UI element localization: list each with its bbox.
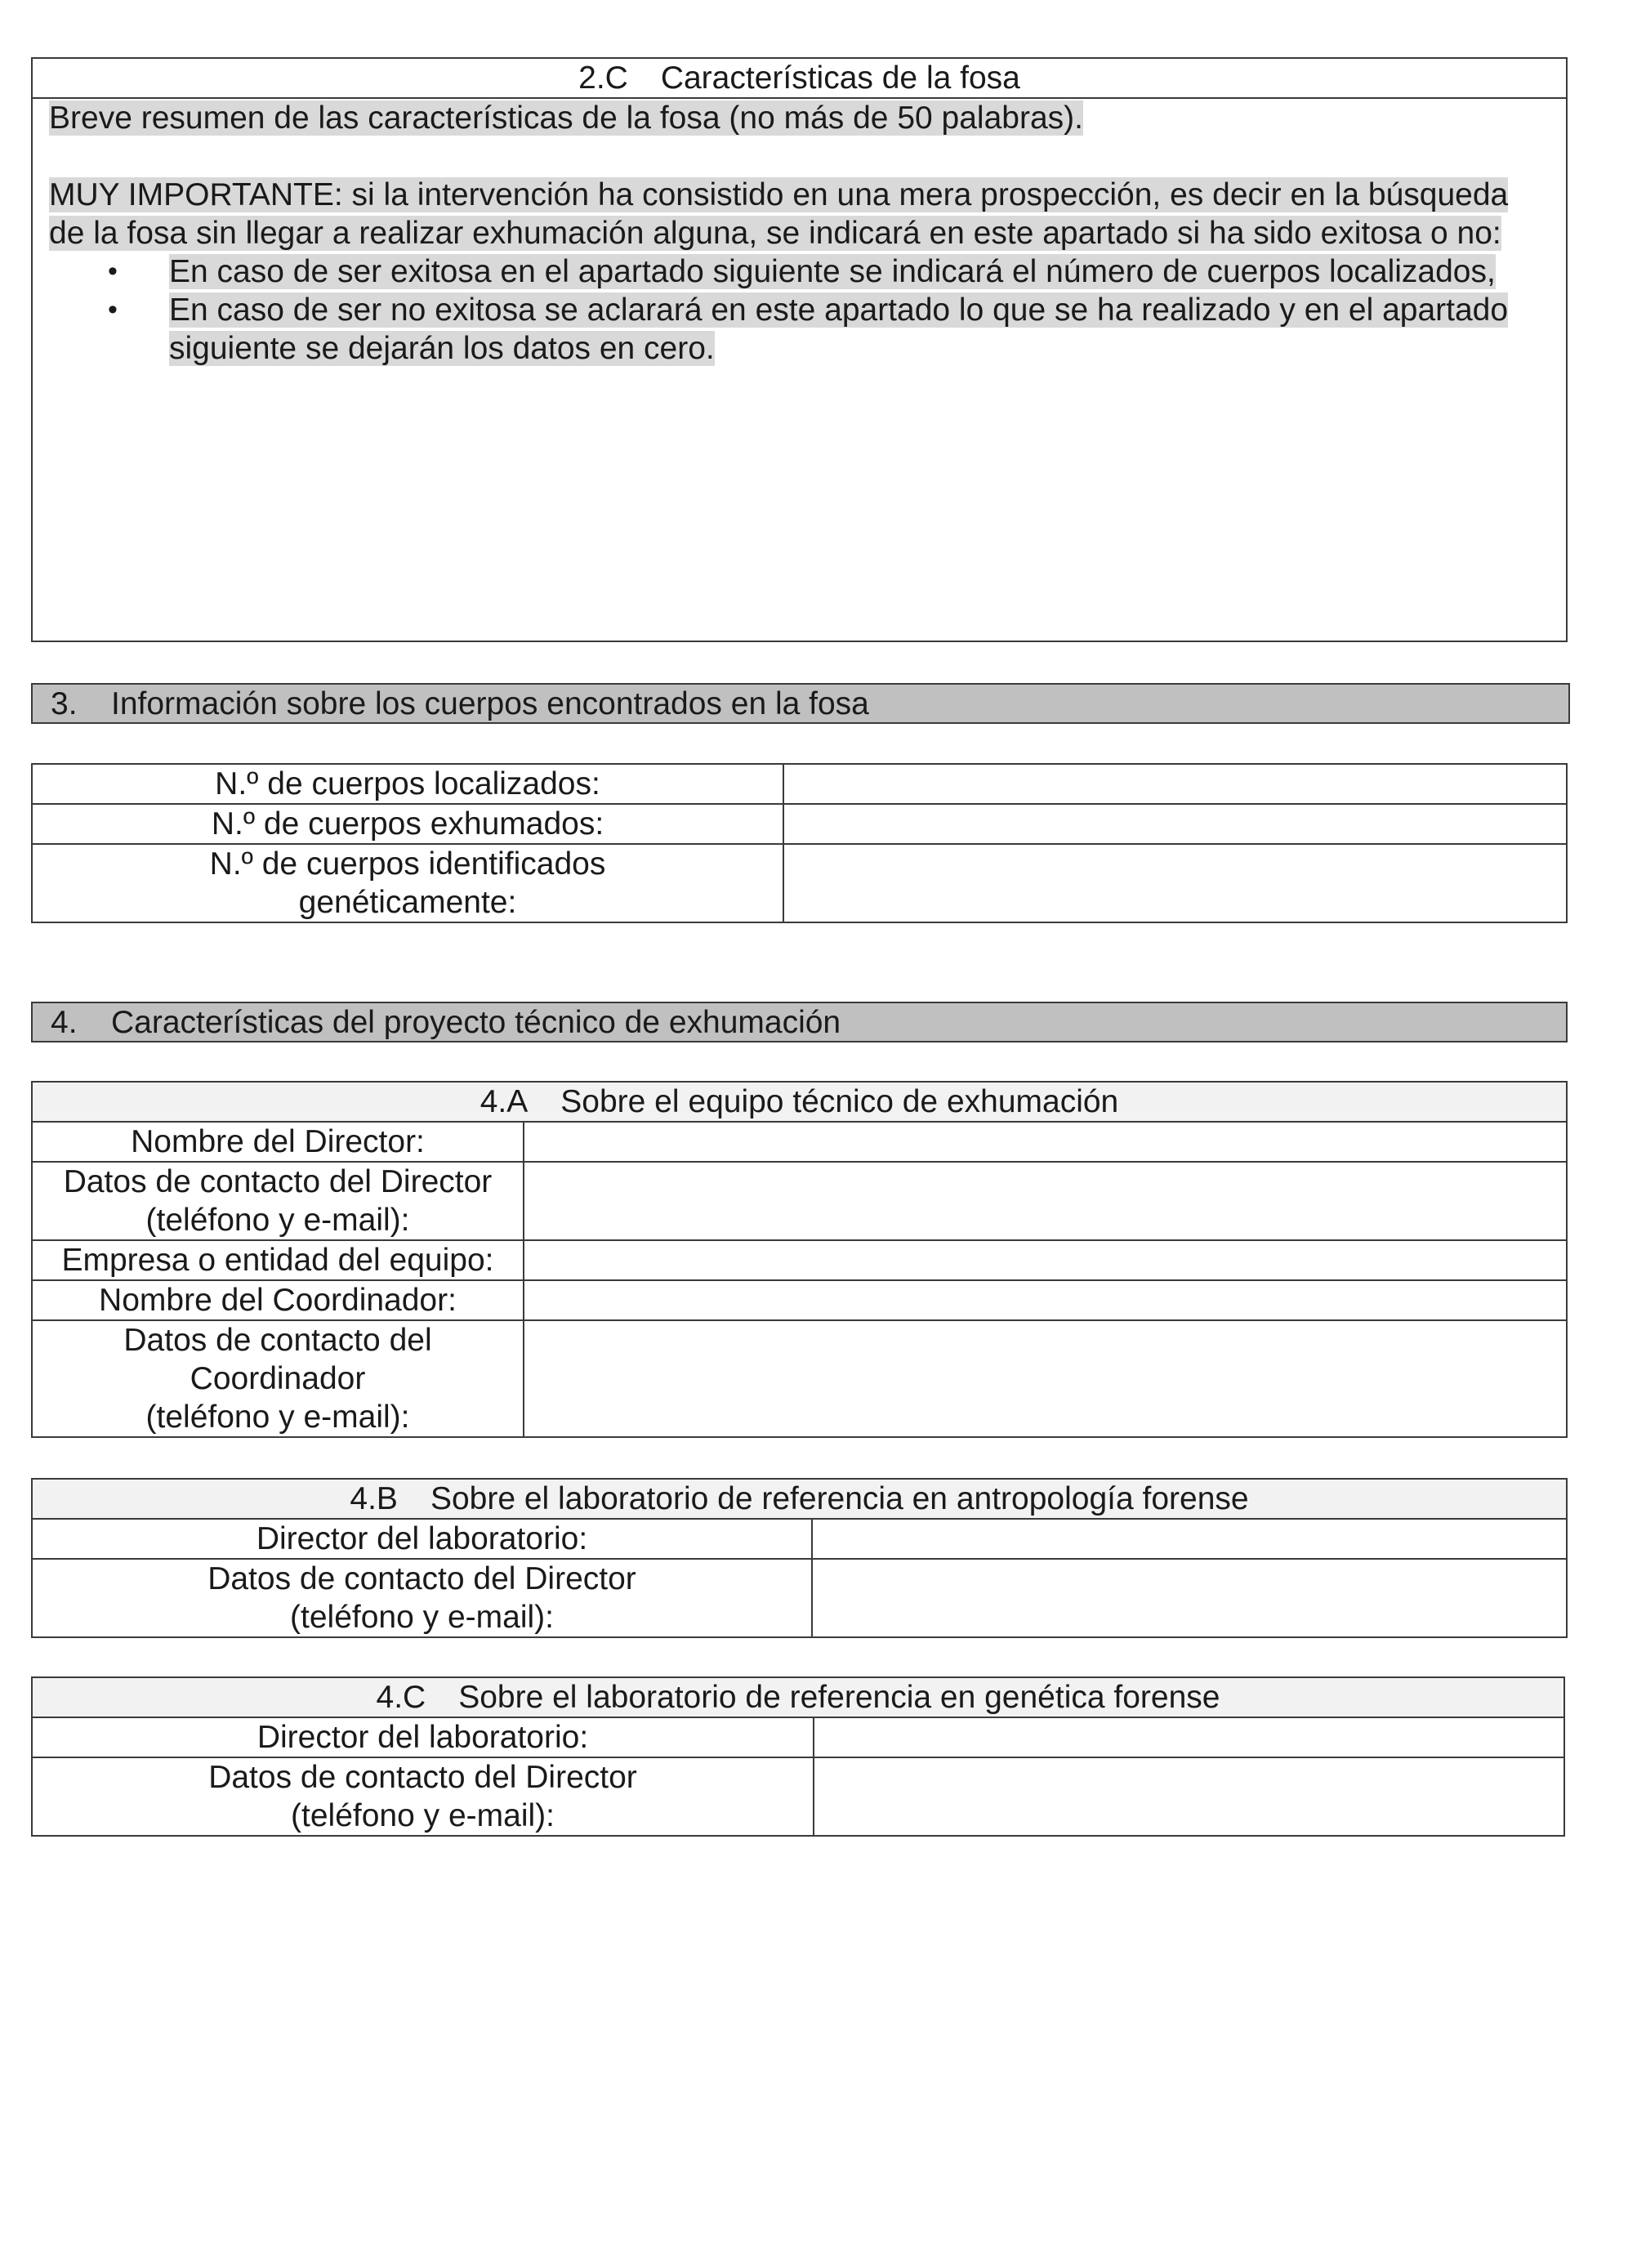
section-4b-title: Sobre el laboratorio de referencia en antropología forense: [430, 1481, 1249, 1516]
table-row: [32, 764, 1567, 804]
section-4a-table: [31, 1081, 1568, 1438]
team-entity-field[interactable]: [524, 1240, 1567, 1280]
section-2c-title: Características de la fosa: [660, 60, 1020, 96]
section-2c-body[interactable]: [32, 98, 1567, 641]
row-label-line: Coordinador: [190, 1361, 366, 1396]
row-label: Empresa o entidad del equipo:: [32, 1240, 524, 1280]
row-label: [32, 844, 783, 922]
section-4c-title: Sobre el laboratorio de referencia en genética forense: [458, 1680, 1220, 1715]
summary-instruction: Breve resumen de las características de la fosa (no más de 50 palabras).: [49, 100, 1083, 136]
section-3-title: Información sobre los cuerpos encontrados en la fosa: [111, 686, 869, 721]
row-label: [32, 1162, 524, 1240]
table-row: [32, 1240, 1567, 1280]
table-row: [32, 1757, 1564, 1836]
row-label-line: Datos de contacto del Director: [208, 1760, 637, 1795]
table-row: [32, 1162, 1567, 1240]
genetics-lab-contact-field[interactable]: [814, 1757, 1564, 1836]
row-label: N.º de cuerpos exhumados:: [32, 804, 783, 844]
bodies-identified-field[interactable]: [783, 844, 1567, 922]
section-4b-header: [32, 1479, 1567, 1519]
row-label: [32, 1757, 814, 1836]
section-4c-table: [31, 1676, 1565, 1837]
section-3-number: 3.: [51, 686, 78, 721]
bullet-icon: •: [108, 294, 118, 325]
row-label-line: (teléfono y e-mail):: [291, 1798, 555, 1833]
coordinator-contact-field[interactable]: [524, 1320, 1567, 1437]
coordinator-name-field[interactable]: [524, 1280, 1567, 1320]
genetics-lab-director-field[interactable]: [814, 1717, 1564, 1757]
section-2c-number: 2.C: [578, 60, 628, 96]
list-item-text: En caso de ser exitosa en el apartado siguiente se indicará el número de cuerpos localizados,: [169, 254, 1496, 289]
row-label: [32, 1320, 524, 1437]
row-label: [32, 1559, 812, 1637]
bullet-icon: •: [108, 256, 118, 287]
section-4-title: Características del proyecto técnico de exhumación: [111, 1005, 841, 1040]
section-4b-table: [31, 1478, 1568, 1638]
list-item: [49, 252, 1550, 291]
row-label-line: (teléfono y e-mail):: [290, 1600, 554, 1635]
table-row: [32, 1519, 1567, 1559]
instruction-list: [49, 252, 1550, 368]
row-label: Director del laboratorio:: [32, 1717, 814, 1757]
anthro-lab-contact-field[interactable]: [812, 1559, 1567, 1637]
row-label: Nombre del Director:: [32, 1122, 524, 1162]
important-note: MUY IMPORTANTE: si la intervención ha consistido en una mera prospección, es decir en la búsqueda de la fosa sin llegar a realizar exhumación alguna, se indicará en este apartado si ha sido exitosa o no:: [49, 177, 1509, 251]
bodies-located-field[interactable]: [783, 764, 1567, 804]
row-label: Nombre del Coordinador:: [32, 1280, 524, 1320]
row-label-line: (teléfono y e-mail):: [145, 1203, 410, 1238]
table-row: [32, 1122, 1567, 1162]
section-4a-header: [32, 1082, 1567, 1122]
section-4b-number: 4.B: [350, 1481, 398, 1516]
section-4a-title: Sobre el equipo técnico de exhumación: [560, 1084, 1119, 1119]
list-item: [49, 291, 1550, 368]
table-row: [32, 844, 1567, 922]
section-4c-number: 4.C: [376, 1680, 426, 1715]
section-4-header: [31, 1002, 1568, 1042]
anthro-lab-director-field[interactable]: [812, 1519, 1567, 1559]
section-3-header: [31, 683, 1570, 724]
row-label-line: (teléfono y e-mail):: [145, 1400, 410, 1435]
table-row: [32, 1320, 1567, 1437]
bodies-table: [31, 763, 1568, 923]
table-row: [32, 1559, 1567, 1637]
director-contact-field[interactable]: [524, 1162, 1567, 1240]
table-row: [32, 1717, 1564, 1757]
row-label-line: N.º de cuerpos identificados: [209, 846, 606, 882]
row-label-line: genéticamente:: [298, 885, 517, 920]
list-item-text: En caso de ser no exitosa se aclarará en este apartado lo que se ha realizado y en el apartado siguiente se dejarán los datos en cero.: [169, 292, 1509, 366]
row-label-line: Datos de contacto del: [123, 1323, 432, 1358]
director-name-field[interactable]: [524, 1122, 1567, 1162]
table-row: [32, 804, 1567, 844]
row-label-line: Datos de contacto del Director: [63, 1164, 493, 1199]
section-4-number: 4.: [51, 1005, 78, 1040]
table-row: [32, 1280, 1567, 1320]
row-label: N.º de cuerpos localizados:: [32, 764, 783, 804]
section-4a-number: 4.A: [480, 1084, 529, 1119]
section-2c-header: [32, 58, 1567, 98]
bodies-exhumed-field[interactable]: [783, 804, 1567, 844]
row-label-line: Datos de contacto del Director: [207, 1561, 636, 1596]
section-2c-table: [31, 57, 1568, 642]
row-label: Director del laboratorio:: [32, 1519, 812, 1559]
section-4c-header: [32, 1677, 1564, 1717]
